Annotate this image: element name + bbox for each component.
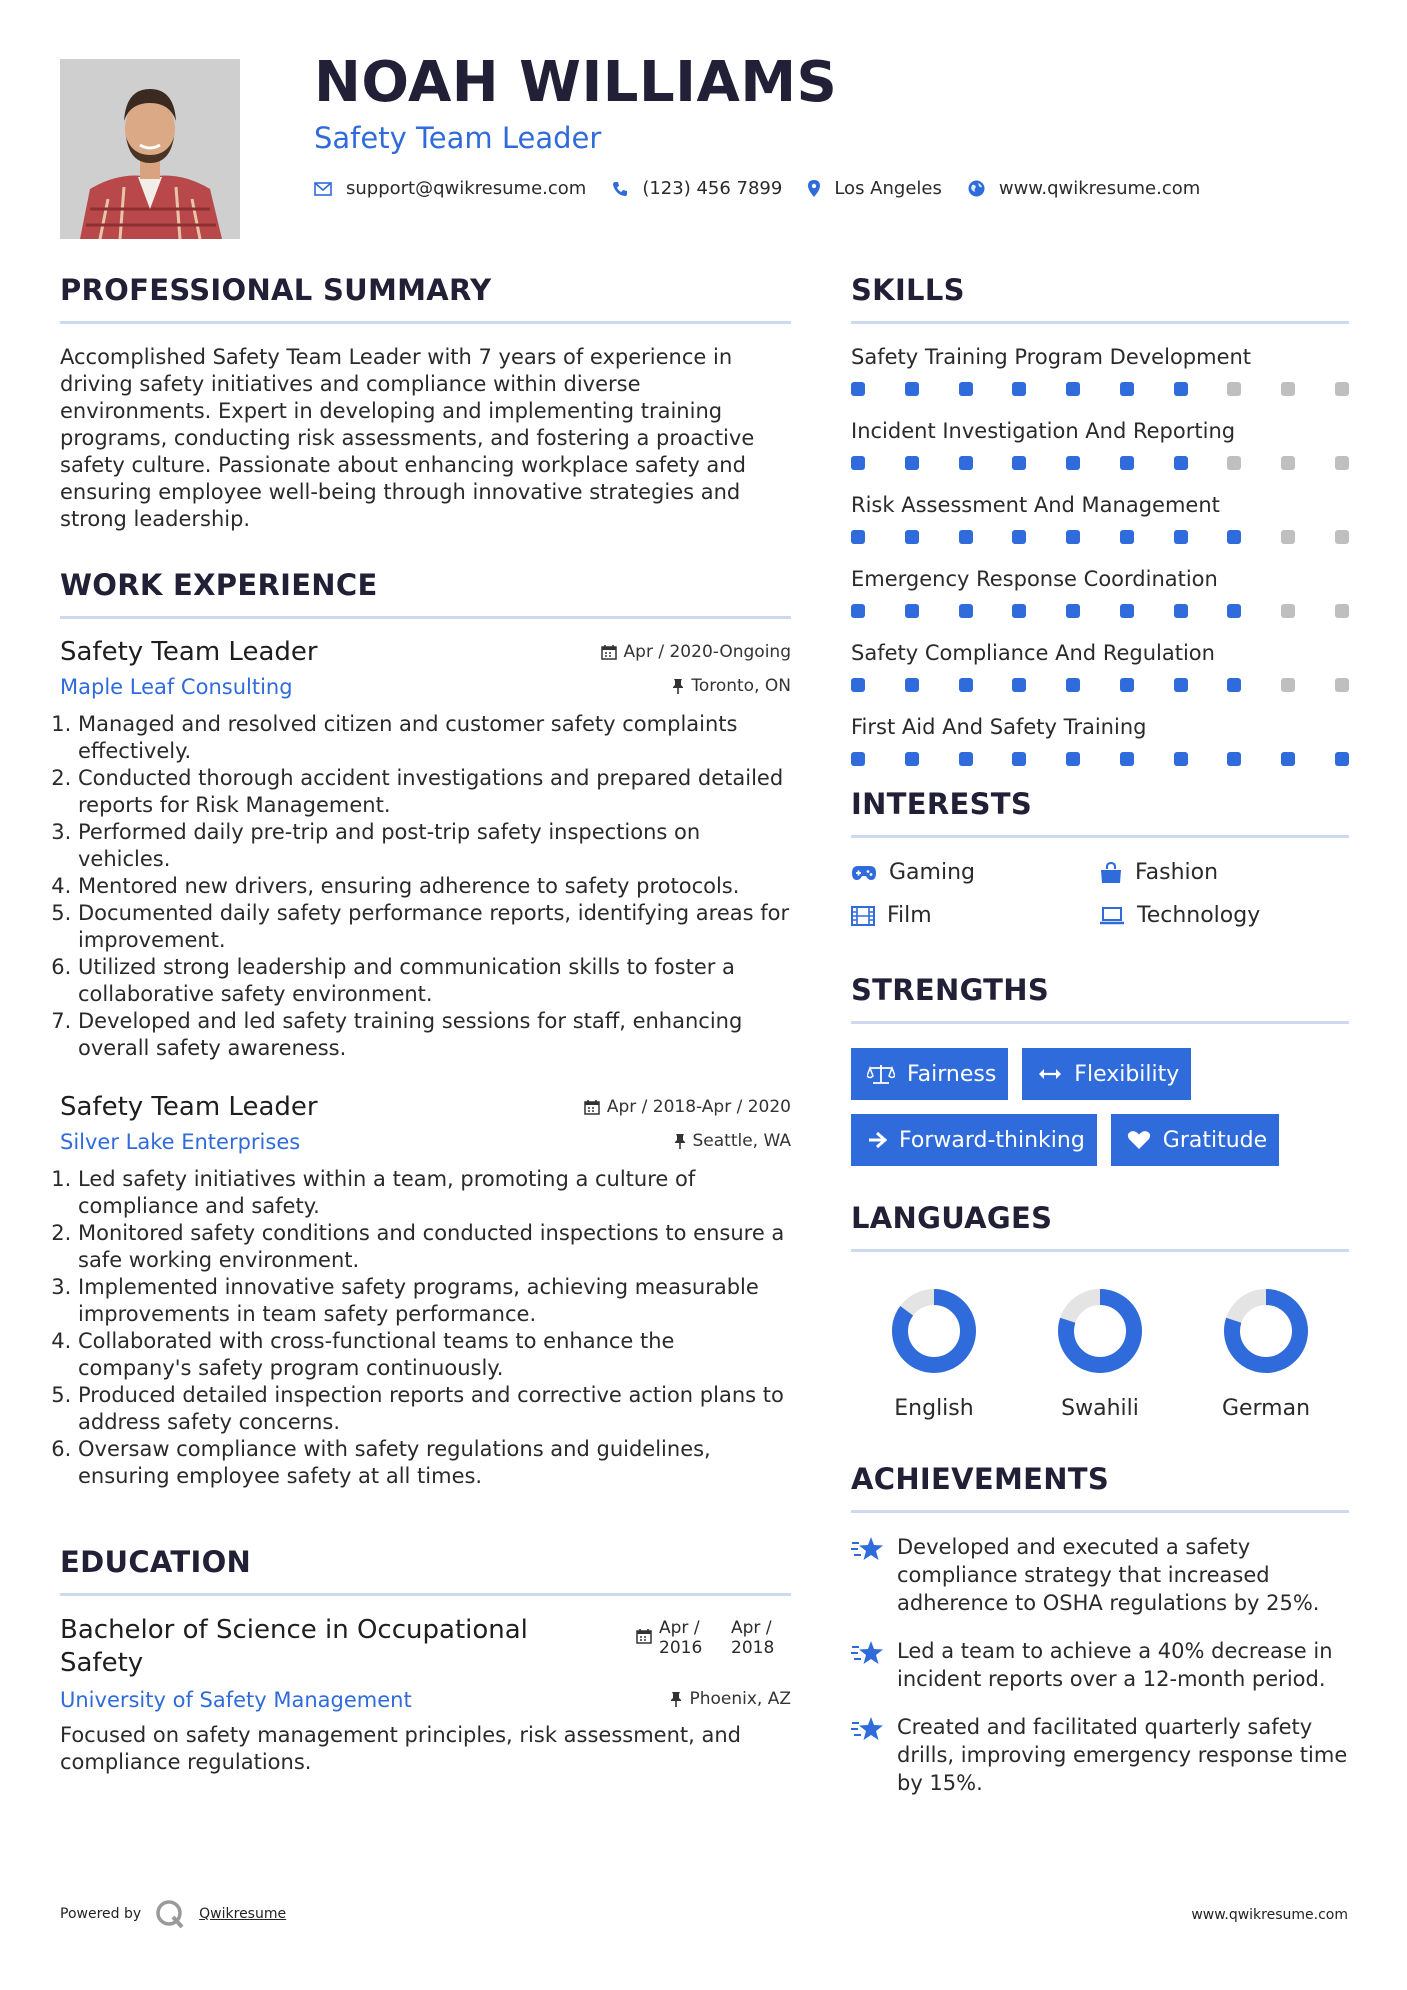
rating-dot-empty xyxy=(1335,530,1349,544)
shooting-star-icon xyxy=(851,1535,885,1563)
contact-email[interactable] xyxy=(314,178,586,199)
job-entry xyxy=(60,637,791,1062)
gamepad-icon xyxy=(851,865,877,881)
rating-dot-filled xyxy=(1120,678,1134,692)
section-heading: EDUCATION xyxy=(60,1545,252,1579)
start-date-month: Apr / xyxy=(659,1618,700,1638)
dates-text: Apr / 2018-Apr / 2020 xyxy=(606,1097,791,1117)
section-heading: INTERESTS xyxy=(851,787,1033,821)
achievement-text: Developed and executed a safety compliance strategy that increased adherence to OSHA regulations by 25%. xyxy=(897,1535,1320,1615)
education-description: Focused on safety management principles, risk assessment, and compliance regulations. xyxy=(60,1723,741,1774)
rating-dot-filled xyxy=(1066,752,1080,766)
rating-dot-filled xyxy=(1066,604,1080,618)
phone-text: (123) 456 7899 xyxy=(642,178,783,199)
shooting-star-icon xyxy=(851,1715,885,1743)
strengths-section xyxy=(851,973,1349,1166)
skill-rating xyxy=(851,456,1349,470)
rating-dot-filled xyxy=(905,530,919,544)
pushpin-icon xyxy=(670,1691,682,1707)
rating-dot-filled xyxy=(1174,752,1188,766)
rating-dot-filled xyxy=(1227,678,1241,692)
achievement-item xyxy=(851,1637,1349,1693)
section-heading: WORK EXPERIENCE xyxy=(60,568,378,602)
section-divider xyxy=(60,616,791,619)
rating-dot-filled xyxy=(1012,530,1026,544)
interest-label: Fashion xyxy=(1135,860,1219,885)
summary-text: Accomplished Safety Team Leader with 7 years of experience in driving safety initiatives and compliance within diverse environments. Expert in developing and implementing training programs, conducting risk assessments, and fostering a proactive safety culture. Passionate about enhancing workplace safety and ensuring employee well-being through innovative strategies and strong leadership. xyxy=(60,345,755,531)
pushpin-icon xyxy=(672,678,684,694)
rating-dot-filled xyxy=(959,382,973,396)
left-column xyxy=(60,273,791,1776)
company-name: Maple Leaf Consulting xyxy=(60,675,293,699)
list-item: 4. Collaborated with cross-functional teams to enhance the company's safety program continuously. xyxy=(78,1328,791,1382)
skill-rating xyxy=(851,604,1349,618)
skill-item xyxy=(851,640,1349,692)
rating-dot-empty xyxy=(1227,382,1241,396)
experience-section xyxy=(60,568,791,1490)
list-item: 5. Produced detailed inspection reports and corrective action plans to address safety concerns. xyxy=(78,1382,791,1436)
rating-dot-filled xyxy=(959,678,973,692)
rating-dot-filled xyxy=(1012,456,1026,470)
rating-dot-filled xyxy=(1066,456,1080,470)
education-section xyxy=(60,1545,791,1776)
interests-list xyxy=(851,860,1349,928)
location-text: Toronto, ON xyxy=(691,676,791,696)
skill-name: First Aid And Safety Training xyxy=(851,715,1147,739)
list-item: 1. Managed and resolved citizen and customer safety complaints effectively. xyxy=(78,711,791,765)
start-date xyxy=(659,1618,731,1658)
strength-tag xyxy=(1022,1048,1191,1100)
calendar-icon xyxy=(636,1628,652,1644)
rating-dot-filled xyxy=(851,604,865,618)
rating-dot-filled xyxy=(905,382,919,396)
pushpin-icon xyxy=(674,1133,686,1149)
section-divider xyxy=(851,1510,1349,1513)
profile-photo xyxy=(60,59,240,239)
end-date xyxy=(731,1618,791,1658)
job-entry xyxy=(60,1092,791,1490)
footer-website[interactable]: www.qwikresume.com xyxy=(1191,1907,1348,1923)
rating-dot-filled xyxy=(959,604,973,618)
rating-dot-empty xyxy=(1281,678,1295,692)
contact-location xyxy=(808,178,942,199)
language-item xyxy=(1017,1288,1183,1421)
rating-dot-empty xyxy=(1281,604,1295,618)
degree-title: Bachelor of Science in Occupational Safety xyxy=(60,1615,528,1678)
skill-name: Risk Assessment And Management xyxy=(851,493,1220,517)
language-donut-chart xyxy=(891,1288,977,1374)
job-bullets xyxy=(60,711,791,1062)
strength-tag xyxy=(851,1114,1097,1166)
section-divider xyxy=(60,321,791,324)
interests-section xyxy=(851,787,1349,928)
summary-section xyxy=(60,273,791,533)
job-location xyxy=(672,676,791,696)
calendar-icon xyxy=(584,1099,600,1115)
phone-icon xyxy=(612,181,628,197)
rating-dot-filled xyxy=(1227,752,1241,766)
job-bullets xyxy=(60,1166,791,1490)
languages-list xyxy=(851,1288,1349,1421)
rating-dot-filled xyxy=(959,530,973,544)
rating-dot-filled xyxy=(1174,530,1188,544)
language-name: English xyxy=(894,1396,974,1421)
start-date-year: 2016 xyxy=(659,1638,703,1658)
job-location xyxy=(674,1131,792,1151)
skills-list xyxy=(851,344,1349,766)
rating-dot-filled xyxy=(1120,382,1134,396)
languages-section xyxy=(851,1201,1349,1421)
shopping-bag-icon xyxy=(1099,862,1123,884)
education-dates xyxy=(636,1618,791,1680)
rating-dot-filled xyxy=(1012,678,1026,692)
list-item: 3. Performed daily pre-trip and post-trip safety inspections on vehicles. xyxy=(78,819,791,873)
strengths-list xyxy=(851,1048,1349,1166)
map-pin-icon xyxy=(808,180,820,197)
rating-dot-filled xyxy=(1120,604,1134,618)
film-icon xyxy=(851,906,875,926)
rating-dot-empty xyxy=(1335,456,1349,470)
rating-dot-filled xyxy=(905,678,919,692)
rating-dot-filled xyxy=(959,752,973,766)
rating-dot-filled xyxy=(1120,530,1134,544)
language-donut-chart xyxy=(1057,1288,1143,1374)
section-heading: STRENGTHS xyxy=(851,973,1050,1007)
company-name: Silver Lake Enterprises xyxy=(60,1130,301,1154)
achievement-text: Created and facilitated quarterly safety drills, improving emergency response time by 15%. xyxy=(897,1715,1348,1795)
rating-dot-empty xyxy=(1281,530,1295,544)
strength-tag xyxy=(851,1048,1008,1100)
list-item: 4. Mentored new drivers, ensuring adherence to safety protocols. xyxy=(78,873,791,900)
strength-label: Fairness xyxy=(907,1061,997,1087)
school-location xyxy=(670,1689,791,1709)
interest-label: Technology xyxy=(1137,903,1261,928)
rating-dot-filled xyxy=(1174,604,1188,618)
job-dates xyxy=(601,642,791,662)
interest-item xyxy=(1099,860,1349,885)
skill-name: Emergency Response Coordination xyxy=(851,567,1218,591)
skill-item xyxy=(851,492,1349,544)
globe-icon xyxy=(968,180,985,197)
email-text: support@qwikresume.com xyxy=(346,178,587,199)
rating-dot-filled xyxy=(1012,752,1026,766)
list-item: 5. Documented daily safety performance reports, identifying areas for improvement. xyxy=(78,900,791,954)
rating-dot-filled xyxy=(1227,604,1241,618)
skill-name: Safety Training Program Development xyxy=(851,345,1252,369)
school-name: University of Safety Management xyxy=(60,1688,412,1712)
rating-dot-filled xyxy=(851,530,865,544)
rating-dot-filled xyxy=(1120,456,1134,470)
rating-dot-filled xyxy=(851,678,865,692)
interest-label: Film xyxy=(887,903,932,928)
right-column xyxy=(851,273,1349,1797)
candidate-role: Safety Team Leader xyxy=(314,121,602,155)
location-text: Seattle, WA xyxy=(692,1131,791,1151)
skill-item xyxy=(851,344,1349,396)
contact-phone[interactable] xyxy=(612,178,782,199)
rating-dot-filled xyxy=(851,752,865,766)
skill-rating xyxy=(851,382,1349,396)
brand-link[interactable]: Qwikresume xyxy=(199,1906,287,1922)
rating-dot-filled xyxy=(1335,752,1349,766)
achievements-section xyxy=(851,1462,1349,1797)
rating-dot-filled xyxy=(1066,678,1080,692)
skill-item xyxy=(851,418,1349,470)
rating-dot-empty xyxy=(1335,382,1349,396)
language-name: Swahili xyxy=(1061,1396,1139,1421)
heart-icon xyxy=(1127,1130,1151,1150)
interest-item xyxy=(851,903,1099,928)
arrow-right-icon xyxy=(867,1131,887,1149)
rating-dot-filled xyxy=(1174,456,1188,470)
skill-rating xyxy=(851,752,1349,766)
rating-dot-filled xyxy=(851,382,865,396)
section-divider xyxy=(60,1593,791,1596)
rating-dot-filled xyxy=(905,456,919,470)
section-divider xyxy=(851,1249,1349,1252)
skill-name: Safety Compliance And Regulation xyxy=(851,641,1215,665)
section-heading: LANGUAGES xyxy=(851,1201,1053,1235)
list-item: 1. Led safety initiatives within a team, promoting a culture of compliance and safety. xyxy=(78,1166,791,1220)
section-heading: SKILLS xyxy=(851,273,965,307)
rating-dot-filled xyxy=(1066,382,1080,396)
skills-section xyxy=(851,273,1349,766)
interest-item xyxy=(1099,903,1349,928)
list-item: 2. Monitored safety conditions and conducted inspections to ensure a safe working environment. xyxy=(78,1220,791,1274)
rating-dot-filled xyxy=(905,604,919,618)
job-title: Safety Team Leader xyxy=(60,637,318,667)
interest-item xyxy=(851,860,1099,885)
rating-dot-filled xyxy=(1066,530,1080,544)
section-divider xyxy=(851,835,1349,838)
qwikresume-logo-icon xyxy=(155,1899,185,1929)
contact-bar xyxy=(314,178,1226,199)
strength-label: Gratitude xyxy=(1162,1127,1268,1153)
dates-text: Apr / 2020-Ongoing xyxy=(623,642,791,662)
powered-by-label: Powered by xyxy=(60,1906,142,1922)
end-date-year: 2018 xyxy=(731,1638,775,1658)
list-item: 7. Developed and led safety training sessions for staff, enhancing overall safety awareness. xyxy=(78,1008,791,1062)
language-donut-chart xyxy=(1223,1288,1309,1374)
strength-label: Flexibility xyxy=(1074,1061,1180,1087)
interest-label: Gaming xyxy=(889,860,975,885)
list-item: 2. Conducted thorough accident investigations and prepared detailed reports for Risk Management. xyxy=(78,765,791,819)
skill-rating xyxy=(851,678,1349,692)
rating-dot-empty xyxy=(1281,382,1295,396)
section-heading: ACHIEVEMENTS xyxy=(851,1462,1110,1496)
rating-dot-empty xyxy=(1335,678,1349,692)
arrows-horizontal-icon xyxy=(1038,1067,1062,1081)
section-divider xyxy=(851,321,1349,324)
shooting-star-icon xyxy=(851,1639,885,1667)
list-item: 3. Implemented innovative safety programs, achieving measurable improvements in team safety performance. xyxy=(78,1274,791,1328)
rating-dot-filled xyxy=(1120,752,1134,766)
contact-website[interactable] xyxy=(968,178,1200,199)
rating-dot-filled xyxy=(1012,604,1026,618)
footer-branding xyxy=(60,1899,286,1929)
skill-rating xyxy=(851,530,1349,544)
list-item: 6. Oversaw compliance with safety regulations and guidelines, ensuring employee safety at all times. xyxy=(78,1436,791,1490)
rating-dot-filled xyxy=(1012,382,1026,396)
skill-item xyxy=(851,714,1349,766)
achievement-item xyxy=(851,1533,1349,1617)
rating-dot-filled xyxy=(1281,752,1295,766)
candidate-name: NOAH WILLIAMS xyxy=(314,50,838,115)
rating-dot-filled xyxy=(851,456,865,470)
envelope-icon xyxy=(314,182,332,196)
strength-tag xyxy=(1111,1114,1279,1166)
rating-dot-filled xyxy=(959,456,973,470)
laptop-icon xyxy=(1099,907,1125,925)
section-divider xyxy=(851,1021,1349,1024)
strength-label: Forward-thinking xyxy=(899,1127,1085,1153)
location-text: Phoenix, AZ xyxy=(689,1689,791,1709)
rating-dot-filled xyxy=(1227,530,1241,544)
end-date-month: Apr / xyxy=(731,1618,772,1638)
achievement-item xyxy=(851,1713,1349,1797)
calendar-icon xyxy=(601,644,617,660)
achievement-text: Led a team to achieve a 40% decrease in incident reports over a 12-month period. xyxy=(897,1639,1333,1691)
language-item xyxy=(851,1288,1017,1421)
list-item: 6. Utilized strong leadership and communication skills to foster a collaborative safety environment. xyxy=(78,954,791,1008)
rating-dot-filled xyxy=(1174,678,1188,692)
language-item xyxy=(1183,1288,1349,1421)
job-title: Safety Team Leader xyxy=(60,1092,318,1122)
language-name: German xyxy=(1221,1396,1311,1421)
rating-dot-filled xyxy=(1174,382,1188,396)
skill-item xyxy=(851,566,1349,618)
rating-dot-empty xyxy=(1227,456,1241,470)
website-text: www.qwikresume.com xyxy=(998,178,1201,199)
location-text: Los Angeles xyxy=(834,178,942,199)
rating-dot-empty xyxy=(1281,456,1295,470)
job-dates xyxy=(584,1097,791,1117)
section-heading: PROFESSIONAL SUMMARY xyxy=(60,273,492,307)
rating-dot-empty xyxy=(1335,604,1349,618)
balance-scale-icon xyxy=(867,1063,895,1085)
rating-dot-filled xyxy=(905,752,919,766)
skill-name: Incident Investigation And Reporting xyxy=(851,419,1236,443)
